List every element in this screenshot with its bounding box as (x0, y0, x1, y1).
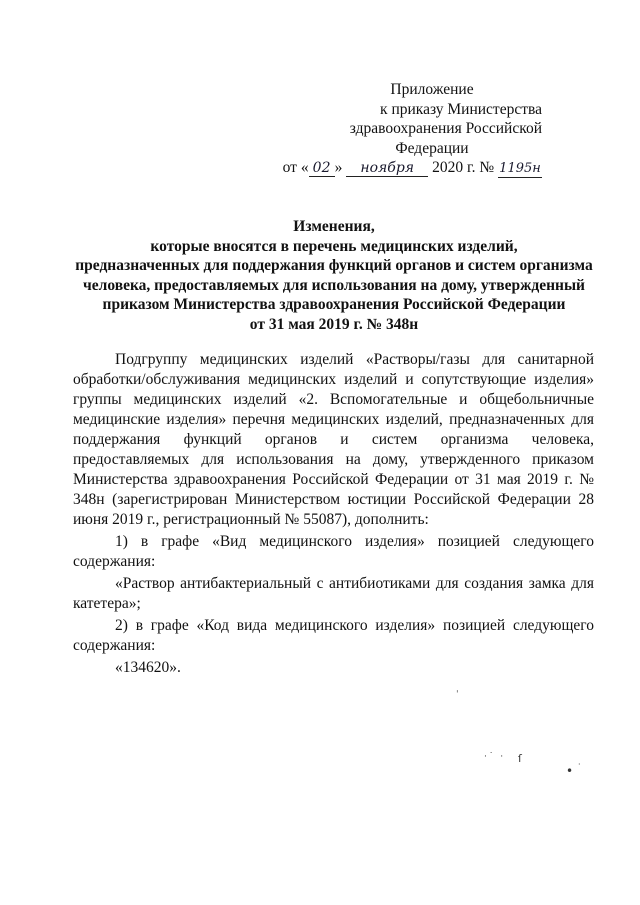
handwritten-day: 02 (309, 160, 335, 177)
handwritten-month: ноября (346, 160, 428, 177)
item-2-paragraph: 2) в графе «Код вида медицинского изделия» позицией следующего содержания: (73, 617, 594, 654)
item-1-value-paragraph: «Раствор антибактериальный с антибиотиками для создания замка для катетера»; (73, 575, 594, 612)
title-line-1: Изменения, (293, 218, 375, 235)
scan-speck: ˈ (456, 690, 459, 700)
title-line-6: от 31 мая 2019 г. № 348н (249, 315, 419, 333)
appendix-title: Приложение (390, 81, 474, 98)
title-line-5: приказом Министерства здравоохранения Российской Федерации (102, 296, 566, 313)
scan-speck: • (566, 764, 574, 778)
appendix-order-line: к приказу Министерства (380, 100, 542, 118)
scan-speck: · (578, 760, 581, 769)
appendix-header (242, 80, 542, 178)
appendix-date-line (242, 158, 542, 178)
document-title (74, 217, 594, 334)
item-1-paragraph: 1) в графе «Вид медицинского изделия» позицией следующего содержания: (73, 533, 594, 570)
scan-speck: ſ (518, 752, 522, 765)
date-mid: » (334, 159, 343, 176)
title-line-2: которые вносятся в перечень медицинских изделий, (150, 237, 518, 255)
title-line-4: человека, предоставляемых для использования на дому, утвержденный (83, 276, 585, 294)
appendix-federation-line: Федерации (395, 139, 469, 157)
appendix-ministry-line: здравоохранения Российской (349, 120, 542, 137)
item-2-value-paragraph: «134620». (115, 659, 181, 676)
scan-speck: ·˙ · (484, 752, 506, 762)
date-prefix: от « (282, 159, 309, 176)
handwritten-order-number: 1195н (499, 161, 541, 176)
document-body (73, 350, 594, 678)
date-year: 2020 г. № (432, 159, 495, 176)
title-line-3: предназначенных для поддержания функций органов и систем организма (75, 257, 593, 274)
intro-paragraph: Подгруппу медицинских изделий «Растворы/газы для санитарной обработки/обслуживания медицинских изделий и сопутствующие изделия» группы медицинских изделий «2. Вспомогательные и общебольничные медицинские изделия» перечня медицинских изделий, предназначенных для поддержания функций органов и систем организма человека, предоставляемых для использования на дому, утвержденного приказом Министерства здравоохранения Российской Федерации от 31 мая 2019 г. № 348н (зарегистрирован Министерством юстиции Российской Федерации 28 июня 2019 г., регистрационный № 55087), дополнить: (73, 351, 594, 528)
